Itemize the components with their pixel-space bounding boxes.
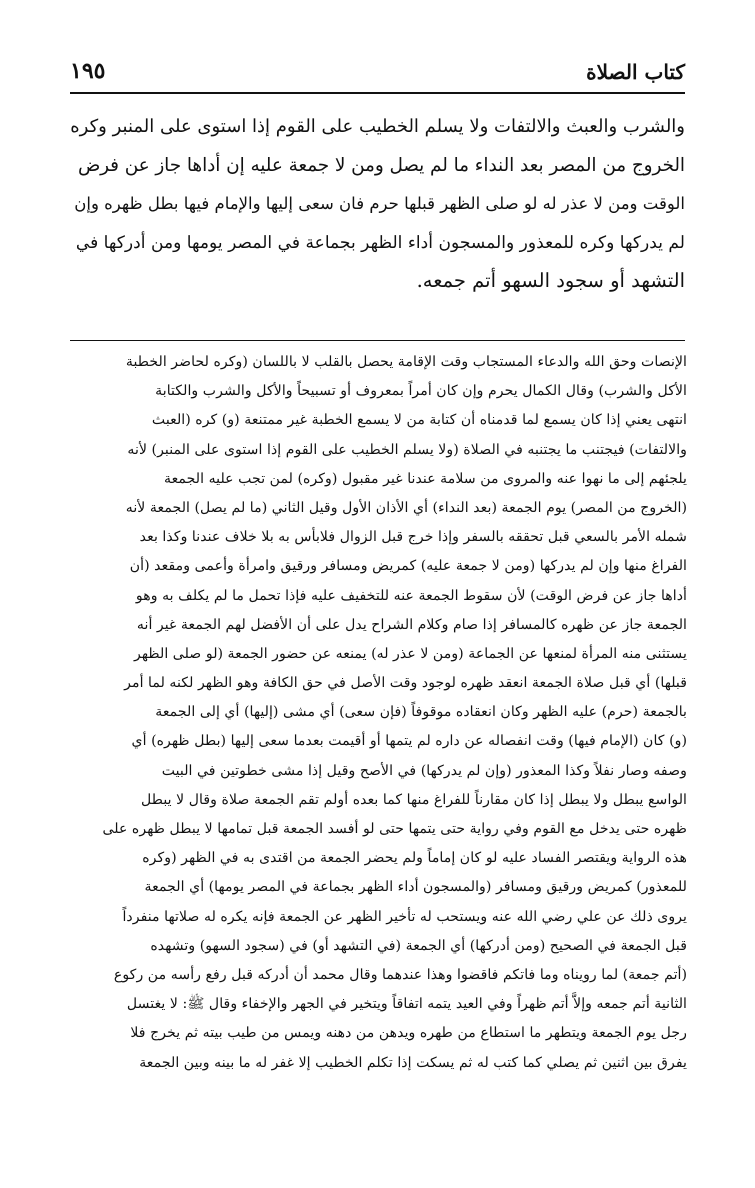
commentary-line: والالتفات) فيجتنب ما يجتنبه في الصلاة (ولا يسلم الخطيب على القوم إذا استوى على المنبر) لأنه — [127, 441, 687, 458]
commentary-line: وصفه وصار نفلاً وكذا المعذور (وإن لم يدركها) في الأصح وقيل إذا مشى خطوتين في البيت — [161, 762, 687, 779]
main-text-line: لم يدركها وكره للمعذور والمسجون أداء الظهر بجماعة في المصر يومها ومن أدركها في — [75, 232, 685, 253]
commentary-line: يفرق بين اثنين ثم يصلي كما كتب له ثم يسكت إذا تكلم الخطيب إلا غفر له ما بينه وبين الجمعة — [139, 1054, 687, 1071]
commentary-line: الجمعة جاز عن ظهره كالمسافر إذا صام وكلام الشراح يدل على أن الأفضل لهم الجمعة غير أنه — [136, 616, 687, 633]
commentary-line: بالجمعة (حرم) عليه الظهر وكان انعقاده موقوفاً (فإن سعى) أي مشى (إليها) أي إلى الجمعة — [155, 704, 687, 721]
commentary-line: شمله الأمر بالسعي قبل تحققه بالسفر وإذا خرج قبل الزوال فلابأس به بلا خلاف عندنا وكذا بعد — [139, 529, 687, 546]
commentary-line: ظهره حتى يدخل مع القوم وفي رواية حتى يتمها حتى لو أفسد الجمعة قبل تمامها لا يبطل ظهره على — [102, 821, 687, 837]
commentary-line: قبل الجمعة في الصحيح (ومن أدركها) أي الجمعة (في التشهد أو) في (سجود السهو) وتشهده — [150, 937, 687, 954]
main-text — [70, 108, 685, 301]
commentary-line: الإنصات وحق الله والدعاء المستجاب وقت الإقامة يحصل بالقلب لا باللسان (وكره لحاضر الخطبة — [125, 354, 687, 370]
commentary-line: الثانية أتم جمعه وإلاَّ أتم ظهراً وفي العيد يتمه اتفاقاً ويتخير في الجهر والإخفاء وقال ﷺ: لا يغتسل — [126, 996, 687, 1013]
main-text-line: والشرب والعبث والالتفات ولا يسلم الخطيب على القوم إذا استوى على المنبر وكره — [70, 116, 685, 137]
commentary-line: رجل يوم الجمعة ويتطهر ما استطاع من طهره ويدهن من دهنه ويمس من طيب بيته ثم يخرج فلا — [130, 1025, 687, 1042]
commentary-line: هذه الرواية ويقتصر الفساد عليه لو كان إماماً ولم يحضر الجمعة من اقتدى به في الظهر (وكره — [142, 850, 687, 867]
commentary-line: انتهى يعني إذا كان يسمع لما قدمناه أن كتابة من لا يسمع الخطبة غير ممتنعة (و) كره (العبث — [151, 412, 687, 429]
commentary-line: للمعذور) كمريض ورقيق ومسافر (والمسجون أداء الظهر بجماعة في المصر يومها) أي الجمعة — [144, 879, 687, 896]
commentary-line: الأكل والشرب) وقال الكمال يحرم وإن كان أمراً بمعروف أو تسبيحاً والأكل والشرب والكتابة — [155, 383, 687, 400]
commentary-line: الواسع يبطل ولا يبطل إذا كان مقارناً للفراغ منها كما بعده أولم تقم الجمعة صلاة وقال لا يبطل — [141, 791, 687, 808]
commentary-line: (أتم جمعة) لما رويناه وما فاتكم فاقضوا وهذا عندهما وقال محمد أن أدركه قبل رفع رأسه من ركوع — [113, 966, 687, 983]
footnote-divider — [70, 340, 685, 341]
page-header — [70, 52, 685, 94]
page-number: ١٩٥ — [70, 58, 106, 84]
commentary-text — [68, 348, 687, 1078]
commentary-line: يلجئهم إلى ما نهوا عنه والمروى من سلامة عندنا غير مقبول (وكره) لمن تجب عليه الجمعة — [163, 470, 687, 487]
commentary-line: قبلها) أي قبل صلاة الجمعة انعقد ظهره لوجود وقت الأصل في حق الكافة وهو الظهر لكنه لما أمر — [124, 675, 687, 692]
commentary-line: (و) كان (الإمام فيها) وقت انفصاله عن داره لم يتمها أو أقيمت بعدما سعى إليها (بطل ظهره) أي — [131, 733, 687, 750]
commentary-line: أداها جاز عن فرض الوقت) لأن سقوط الجمعة عنه للتخفيف عليه فإذا تحمل ما لم يكلف به وهو — [135, 587, 687, 604]
main-text-line: الوقت ومن لا عذر له لو صلى الظهر قبلها حرم فان سعى إليها والإمام فيها بطل ظهره وإن — [74, 194, 685, 213]
running-title: كتاب الصلاة — [586, 60, 685, 84]
commentary-line: الفراغ منها وإن لم يدركها (ومن لا جمعة عليه) كمريض ومسافر ورقيق وامرأة وأعمى ومقعد (أن — [129, 558, 687, 575]
commentary-line: (الخروج من المصر) يوم الجمعة (بعد النداء) أي الأذان الأول وقيل الثاني (ما لم يصل) الجمعة لأنه — [125, 499, 687, 516]
commentary-line: يستثنى منه المرأة لمنعها عن الجماعة (ومن لا عذر له) يمنعه عن حضور الجمعة (لو صلى الظهر — [134, 645, 687, 662]
main-text-line: الخروج من المصر بعد النداء ما لم يصل ومن لا جمعة عليه إن أداها جاز عن فرض — [77, 154, 685, 176]
main-text-line: التشهد أو سجود السهو أتم جمعه. — [416, 269, 685, 292]
commentary-line: يروى ذلك عن علي رضي الله عنه ويستحب له تأخير الظهر عن الجمعة فإنه يكره له صلاتها منفرداً — [122, 908, 687, 925]
